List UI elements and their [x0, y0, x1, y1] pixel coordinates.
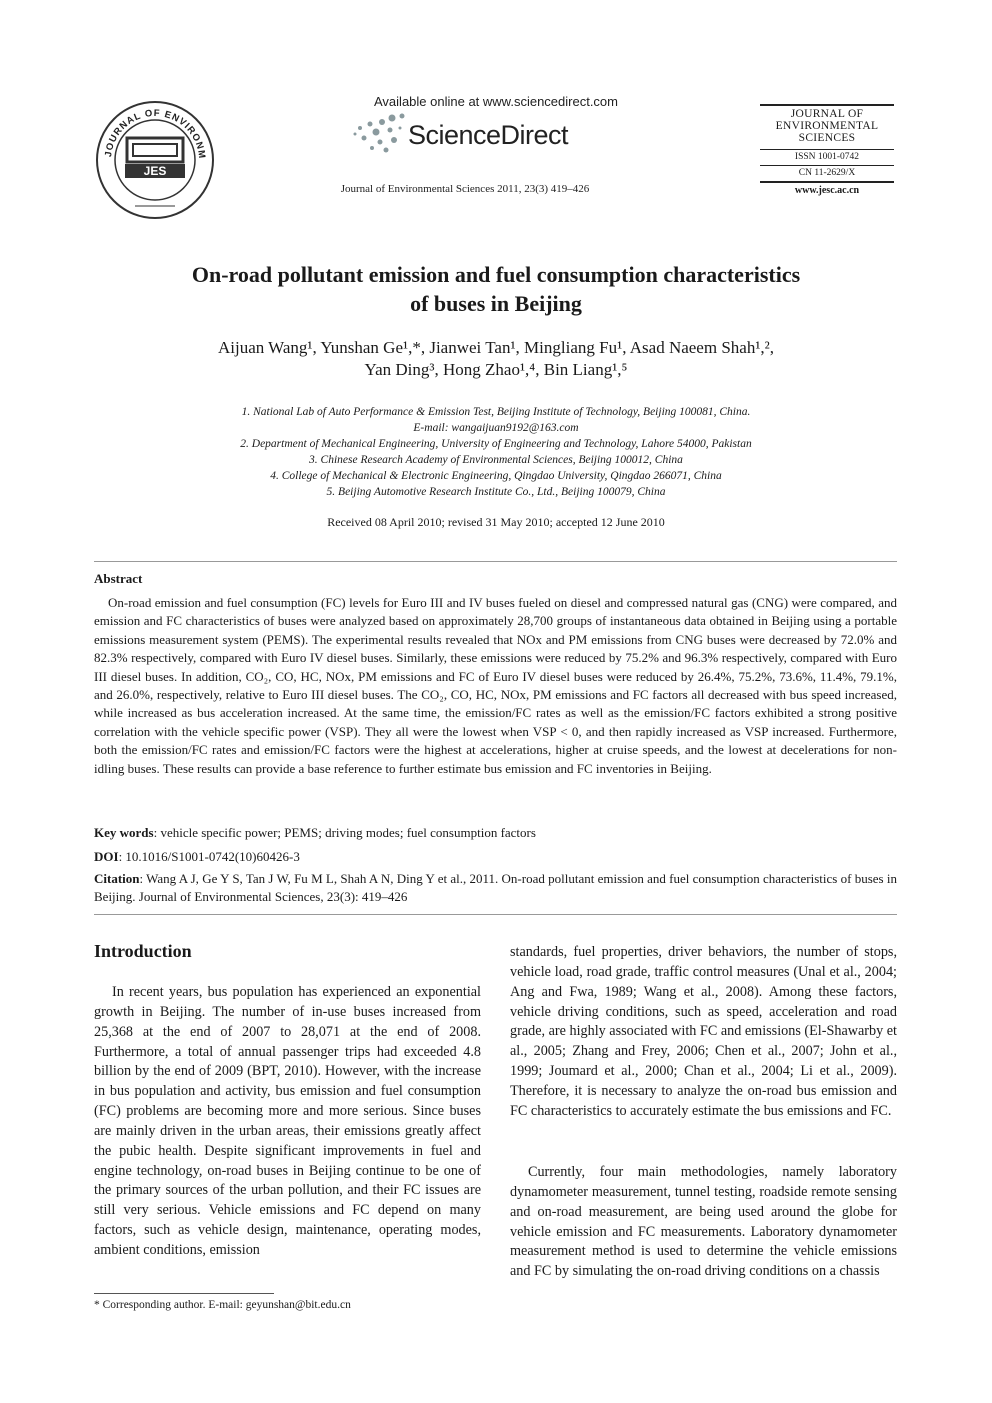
- journal-masthead: [760, 102, 894, 197]
- sciencedirect-brand: ScienceDirect: [408, 120, 569, 150]
- affiliation: 3. Chinese Research Academy of Environmental Sciences, Beijing 100012, China: [309, 454, 683, 466]
- abstract-text: On-road emission and fuel consumption (FC) levels for Euro III and IV buses fueled on diesel and compressed natural gas (CNG) were compared, and emission and FC characteristics of buses were analyzed based on approximately 28,700 groups of instantaneous data obtained in Beijing using a portable emissions measurement system (PEMS). The experimental results revealed that NOx and PM emissions from CNG buses were decreased by 72.0% and 82.3% respectively, compared with Euro IV diesel buses. Similarly, these emissions were reduced by 75.2% and 96.3% respectively, compared with Euro III diesel buses. In addition, CO₂, CO, HC, NOx, PM emissions and FC of Euro IV diesel buses were reduced by 26.4%, 75.2%, 73.6%, 11.4%, 79.1%, and 26.0%, respectively, relative to Euro III diesel buses. The CO₂, CO, HC, NOx, PM emissions and FC factors all decreased with bus speed increased, while increased as bus acceleration increased. At the same time, the emission/FC rates as well as the emission/FC factors exhibited a strong positive correlation with the vehicle specific power (VSP). They all were the lowest when VSP < 0, and then rapidly increased as VSP increased. Furthermore, both the emission/FC rates and emission/FC factors were the highest at accelerations, higher at cruise speeds, and the lowest at decelerations for non-idling buses. These results can provide a base reference to further estimate bus emission and FC inventories in Beijing.: [94, 595, 897, 776]
- svg-text:JOURNAL OF ENVIRONMENTAL SCIEN: JOURNAL OF ENVIRONM: [103, 107, 208, 160]
- citation-label: Citation: [94, 871, 140, 886]
- citation: [94, 870, 897, 907]
- doi-value[interactable]: : 10.1016/S1001-0742(10)60426-3: [118, 849, 300, 864]
- title-line: of buses in Beijing: [410, 291, 582, 316]
- masthead-rule: [760, 149, 894, 150]
- journal-reference: Journal of Environmental Sciences 2011, 23(3) 419–426: [340, 183, 590, 195]
- doi: [94, 848, 897, 866]
- affiliation-email[interactable]: E-mail: wangaijuan9192@163.com: [413, 422, 579, 434]
- affiliation: 5. Beijing Automotive Research Institute Co., Ltd., Beijing 100079, China: [326, 486, 666, 498]
- masthead-rule: [760, 181, 894, 183]
- introduction-heading: Introduction: [94, 941, 192, 961]
- authors-line: Aijuan Wang¹, Yunshan Ge¹,*, Jianwei Tan¹, Mingliang Fu¹, Asad Naeem Shah¹,²,: [217, 338, 775, 357]
- masthead-line1: JOURNAL OF: [790, 108, 864, 120]
- masthead-issn: ISSN 1001-0742: [794, 152, 860, 162]
- keywords: [94, 824, 897, 842]
- keywords-value: : vehicle specific power; PEMS; driving modes; fuel consumption factors: [153, 825, 536, 840]
- affiliation: 4. College of Mechanical & Electronic Engineering, Qingdao University, Qingdao 266071, China: [270, 470, 722, 482]
- corresponding-author-footnote: * Corresponding author. E-mail: geyunshan@bit.edu.cn: [94, 1299, 351, 1311]
- affiliation: 1. National Lab of Auto Performance & Emission Test, Beijing Institute of Technology, Beijing 100081, China.: [241, 406, 751, 418]
- citation-value: : Wang A J, Ge Y S, Tan J W, Fu M L, Shah A N, Ding Y et al., 2011. On-road pollutant emission and fuel consumption characteristics of buses in Beijing. Journal of Environmental Sciences, 23(3): 419–426: [94, 871, 897, 905]
- affiliations: [0, 404, 992, 500]
- body-column-left: In recent years, bus population has experienced an exponential growth in Beijing. The number of in-use buses increased from 25,368 at the end of 2007 to 28,071 at the end of 2008. Furthermore, a total of annual passenger trips had exceeded 4.8 billion by the end of 2009 (BPT, 2010). However, with the increase in bus population and activity, bus emission and fuel consumption (FC) problems are becoming more and more serious. Since buses are mainly driven in the urban areas, their emissions greatly affect the pubic health. Despite significant improvements in fuel and engine technology, on-road buses in Beijing continue to be one of the primary sources of the urban pollution, and their FC issues are still very serious. Vehicle emissions and FC depend on many factors, such as vehicle design, maintenance, operating modes, ambient conditions, emission: [94, 984, 481, 1258]
- affiliation: 2. Department of Mechanical Engineering, University of Engineering and Technology, Lahore 54000, Pakistan: [240, 438, 752, 450]
- authors-line: Yan Ding³, Hong Zhao¹,⁴, Bin Liang¹,⁵: [364, 360, 628, 379]
- masthead-line2: ENVIRONMENTAL: [775, 120, 879, 132]
- abstract-heading: Abstract: [94, 571, 143, 586]
- masthead-url[interactable]: www.jesc.ac.cn: [794, 185, 860, 196]
- svg-text:JES: JES: [143, 164, 167, 178]
- doi-label: DOI: [94, 849, 119, 864]
- author-list: [0, 337, 992, 381]
- received-dates: Received 08 April 2010; revised 31 May 2010; accepted 12 June 2010: [327, 515, 665, 529]
- body-column-right-para1: standards, fuel properties, driver behaviors, the number of stops, vehicle load, road grade, traffic control measures (Unal et al., 2004; Ang and Fwa, 1989; Wang et al., 2008). Among these factors, vehicle driving conditions, such as speed, acceleration and road grade, are highly associated with FC and emissions (El-Shawarby et al., 2005; Zhang and Frey, 2006; Chen et al., 2007; John et al., 1999; Joumard et al., 2000; Chan et al., 2004; Li et al., 2009). Therefore, it is necessary to analyze the on-road bus emission and FC characteristics to accurately estimate the bus emissions and FC.: [510, 944, 897, 1119]
- body-column-right-para2: Currently, four main methodologies, namely laboratory dynamometer measurement, tunnel testing, roadside remote sensing and on-road measurement, are being used around the globe for vehicle emission and FC measurements. Laboratory dynamometer measurement method is used to determine the vehicle emissions and FC by simulating the on-road driving conditions on a chassis: [510, 1164, 897, 1280]
- available-online-text: Available online at www.sciencedirect.com: [374, 94, 618, 109]
- masthead-cn: CN 11-2629/X: [798, 168, 856, 178]
- footnote-rule: [94, 1293, 274, 1294]
- masthead-rule: [760, 104, 894, 106]
- journal-seal-logo: [95, 100, 215, 220]
- keywords-label: Key words: [94, 825, 154, 840]
- title-line: On-road pollutant emission and fuel consumption characteristics: [191, 262, 801, 287]
- masthead-line3: SCIENCES: [798, 132, 856, 144]
- paper-title: [0, 260, 992, 318]
- masthead-rule: [760, 165, 894, 166]
- section-divider: [94, 561, 897, 562]
- section-divider: [94, 914, 897, 915]
